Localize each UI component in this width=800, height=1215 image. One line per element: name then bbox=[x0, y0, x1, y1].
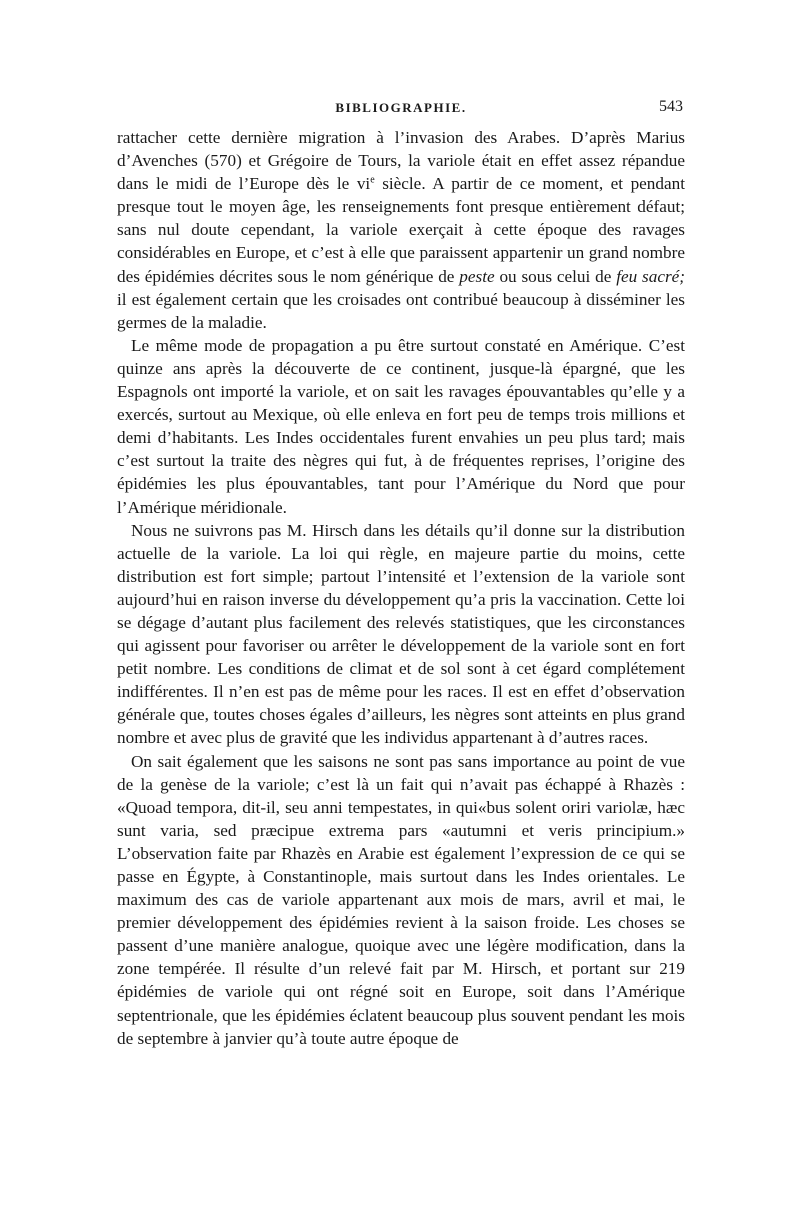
paragraph-1-text-a: rattacher cette dernière migration à l’invasion des Arabes. D’après Marius d’Avenches (570) et Grégoire de Tours, la variole était en effet assez répandue dans le midi de l’Europe dès le vi bbox=[117, 128, 685, 194]
running-head bbox=[117, 96, 685, 120]
body-text bbox=[117, 126, 685, 1050]
paragraph-1-text-b: siècle. A partir de ce moment, et pendant presque tout le moyen âge, les renseignements font presque entièrement défaut; sans nul doute cependant, la variole exerçait à cette époque des ravages considérables en Europe, et c’est à elle que paraissent appartenir un grand nombre des épidémies décrites sous le nom générique de bbox=[117, 174, 685, 286]
paragraph-1-text-c: ou sous celui de bbox=[494, 266, 617, 286]
paragraph-3: Nous ne suivrons pas M. Hirsch dans les détails qu’il donne sur la distribution actuelle de la variole. La loi qui règle, en majeure partie du moins, cette distribution est fort simple; partout l’intensité et l’extension de la variole sont aujourd’hui en raison inverse du développement qu’a pris la vaccination. Cette loi se dégage d’autant plus facilement des relevés statistiques, que les circonstances qui agissent pour favoriser ou arrêter le développement de la variole sont en fort petit nombre. Les conditions de climat et de sol sont à cet égard complétement indifférentes. Il n’en est pas de même pour les races. Il est en effet d’observation générale que, toutes choses égales d’ailleurs, les nègres sont atteints en plus grand nombre et avec plus de gravité que les individus appartenant à d’autres races. bbox=[117, 520, 685, 748]
book-page bbox=[117, 96, 685, 1050]
italic-peste: peste bbox=[459, 266, 495, 286]
page-number: 543 bbox=[659, 98, 683, 115]
paragraph-1-text-d: il est également certain que les croisades ont contribué beaucoup à disséminer les germes de la maladie. bbox=[117, 289, 685, 332]
paragraph-1 bbox=[117, 126, 685, 334]
superscript-e: e bbox=[370, 174, 375, 186]
paragraph-2: Le même mode de propagation a pu être surtout constaté en Amérique. C’est quinze ans après la découverte de ce continent, jusque-là épargné, que les Espagnols ont importé la variole, et on sait les ravages épouvantables qu’elle y a exercés, surtout au Mexique, où elle enleva en fort peu de temps trois millions et demi d’habitants. Les Indes occidentales furent envahies un peu plus tard; mais c’est surtout la traite des nègres qui fut, à de fréquentes reprises, l’origine des épidémies les plus épouvantables, tant pour l’Amérique du Nord que pour l’Amérique méridionale. bbox=[117, 335, 685, 517]
paragraph-4: On sait également que les saisons ne sont pas sans importance au point de vue de la genèse de la variole; c’est là un fait qui n’avait pas échappé à Rhazès : «Quoad tempora, dit-il, seu anni tempestates, in qui«bus solent oriri variolæ, hæc sunt varia, sed præcipue extrema pars «autumni et veris principium.» L’observation faite par Rhazès en Arabie est également l’expression de ce qui se passe en Égypte, à Constantinople, mais surtout dans les Indes orientales. Le maximum des cas de variole appartenant aux mois de mars, avril et mai, le premier développement des épidémies revient à la saison froide. Les choses se passent d’une manière analogue, quoique avec une légère modification, dans la zone tempérée. Il résulte d’un relevé fait par M. Hirsch, et portant sur 219 épidémies de variole qui ont régné soit en Europe, soit dans l’Amérique septentrionale, que les épidémies éclatent beaucoup plus souvent pendant les mois de septembre à janvier qu’à toute autre époque de bbox=[117, 751, 685, 1048]
italic-feu-sacre: feu sacré; bbox=[616, 266, 685, 286]
running-title: BIBLIOGRAPHIE. bbox=[335, 100, 467, 115]
